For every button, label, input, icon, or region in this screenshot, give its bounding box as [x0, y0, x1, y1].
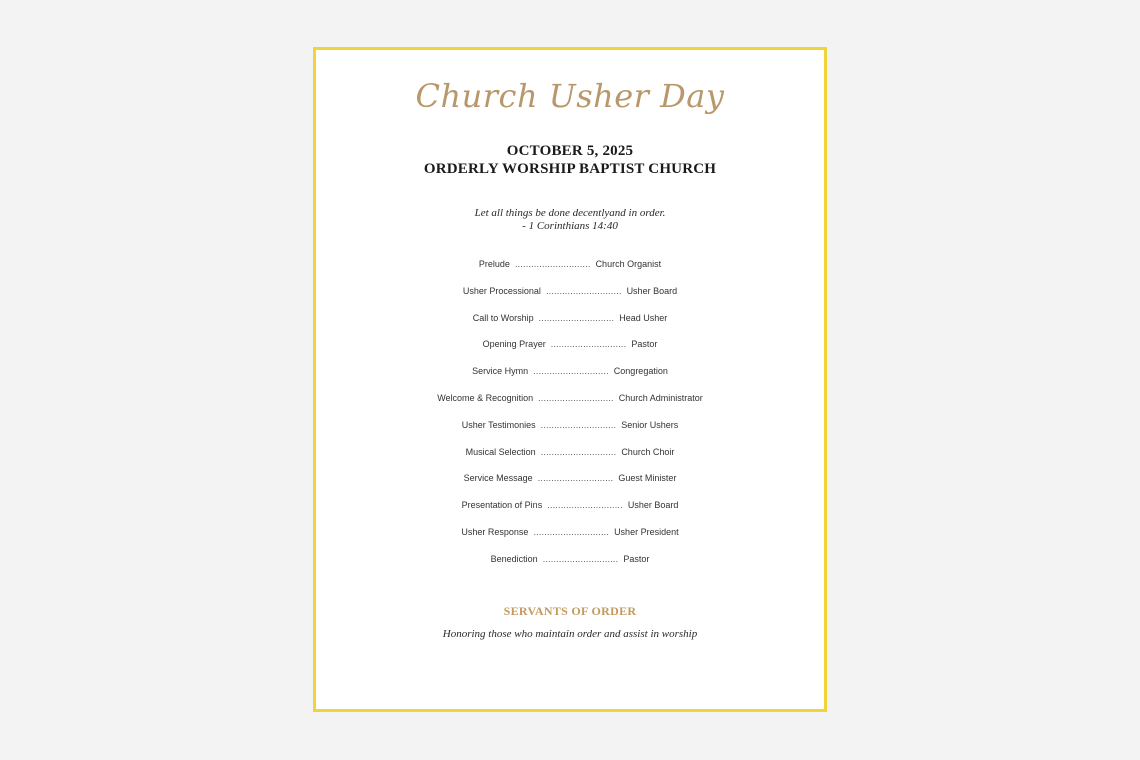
- program-leader: Pastor: [623, 553, 650, 564]
- leader-dots: ............................: [538, 312, 615, 323]
- leader-dots: ............................: [540, 446, 617, 457]
- church-name: ORDERLY WORSHIP BAPTIST CHURCH: [423, 161, 717, 177]
- leader-dots: ............................: [545, 285, 622, 296]
- program-item: Usher Processional: [462, 285, 541, 296]
- program-row: [316, 553, 824, 580]
- program-item: Service Hymn: [472, 366, 529, 377]
- program-row: [316, 392, 824, 419]
- program-item: Musical Selection: [465, 446, 536, 457]
- program-leader: Usher Board: [627, 500, 679, 511]
- program-leader: Church Organist: [595, 259, 662, 269]
- program-leader: Guest Minister: [618, 473, 677, 484]
- program-leader: Usher President: [614, 526, 679, 537]
- program-leader: Usher Board: [626, 285, 678, 296]
- servants-heading: SERVANTS OF ORDER: [503, 604, 637, 618]
- leader-dots: ............................: [540, 419, 617, 430]
- program-row: [316, 365, 824, 392]
- leader-dots: ............................: [550, 339, 627, 350]
- program-row: [316, 419, 824, 446]
- program-row: [316, 258, 824, 285]
- program-row: [316, 472, 824, 499]
- program-leader: Church Choir: [621, 446, 675, 457]
- program-item: Prelude: [478, 259, 510, 269]
- event-date: OCTOBER 5, 2025: [506, 143, 634, 159]
- program-row: [316, 446, 824, 473]
- leader-dots: ............................: [533, 526, 610, 537]
- order-of-service: [316, 258, 824, 580]
- scripture-reference: - 1 Corinthians 14:40: [522, 220, 618, 232]
- program-item: Welcome & Recognition: [437, 392, 534, 403]
- leader-dots: ............................: [514, 259, 591, 269]
- page-title: Church Usher Day: [415, 77, 725, 115]
- program-item: Service Message: [463, 473, 533, 484]
- program-leader: Pastor: [631, 339, 658, 350]
- leader-dots: ............................: [538, 392, 614, 403]
- program-leader: Congregation: [613, 366, 668, 377]
- program-leader: Senior Ushers: [621, 419, 679, 430]
- program-item: Opening Prayer: [482, 339, 546, 350]
- program-row: [316, 499, 824, 526]
- leader-dots: ............................: [537, 473, 614, 484]
- leader-dots: ............................: [533, 366, 609, 377]
- program-item: Benediction: [490, 553, 538, 564]
- program-row: [316, 526, 824, 553]
- leader-dots: ............................: [547, 500, 623, 511]
- program-leader: Head Usher: [619, 312, 668, 323]
- program-row: [316, 285, 824, 312]
- scripture-text: Let all things be done decentlyand in order.: [474, 207, 666, 219]
- program-row: [316, 338, 824, 365]
- program-item: Usher Response: [461, 526, 529, 537]
- servants-subtitle: Honoring those who maintain order and assist in worship: [442, 628, 698, 640]
- program-item: Presentation of Pins: [461, 500, 543, 511]
- program-page: [313, 47, 827, 712]
- program-row: [316, 312, 824, 339]
- leader-dots: ............................: [542, 553, 619, 564]
- program-leader: Church Administrator: [618, 392, 703, 403]
- program-item: Call to Worship: [472, 312, 534, 323]
- program-item: Usher Testimonies: [461, 419, 536, 430]
